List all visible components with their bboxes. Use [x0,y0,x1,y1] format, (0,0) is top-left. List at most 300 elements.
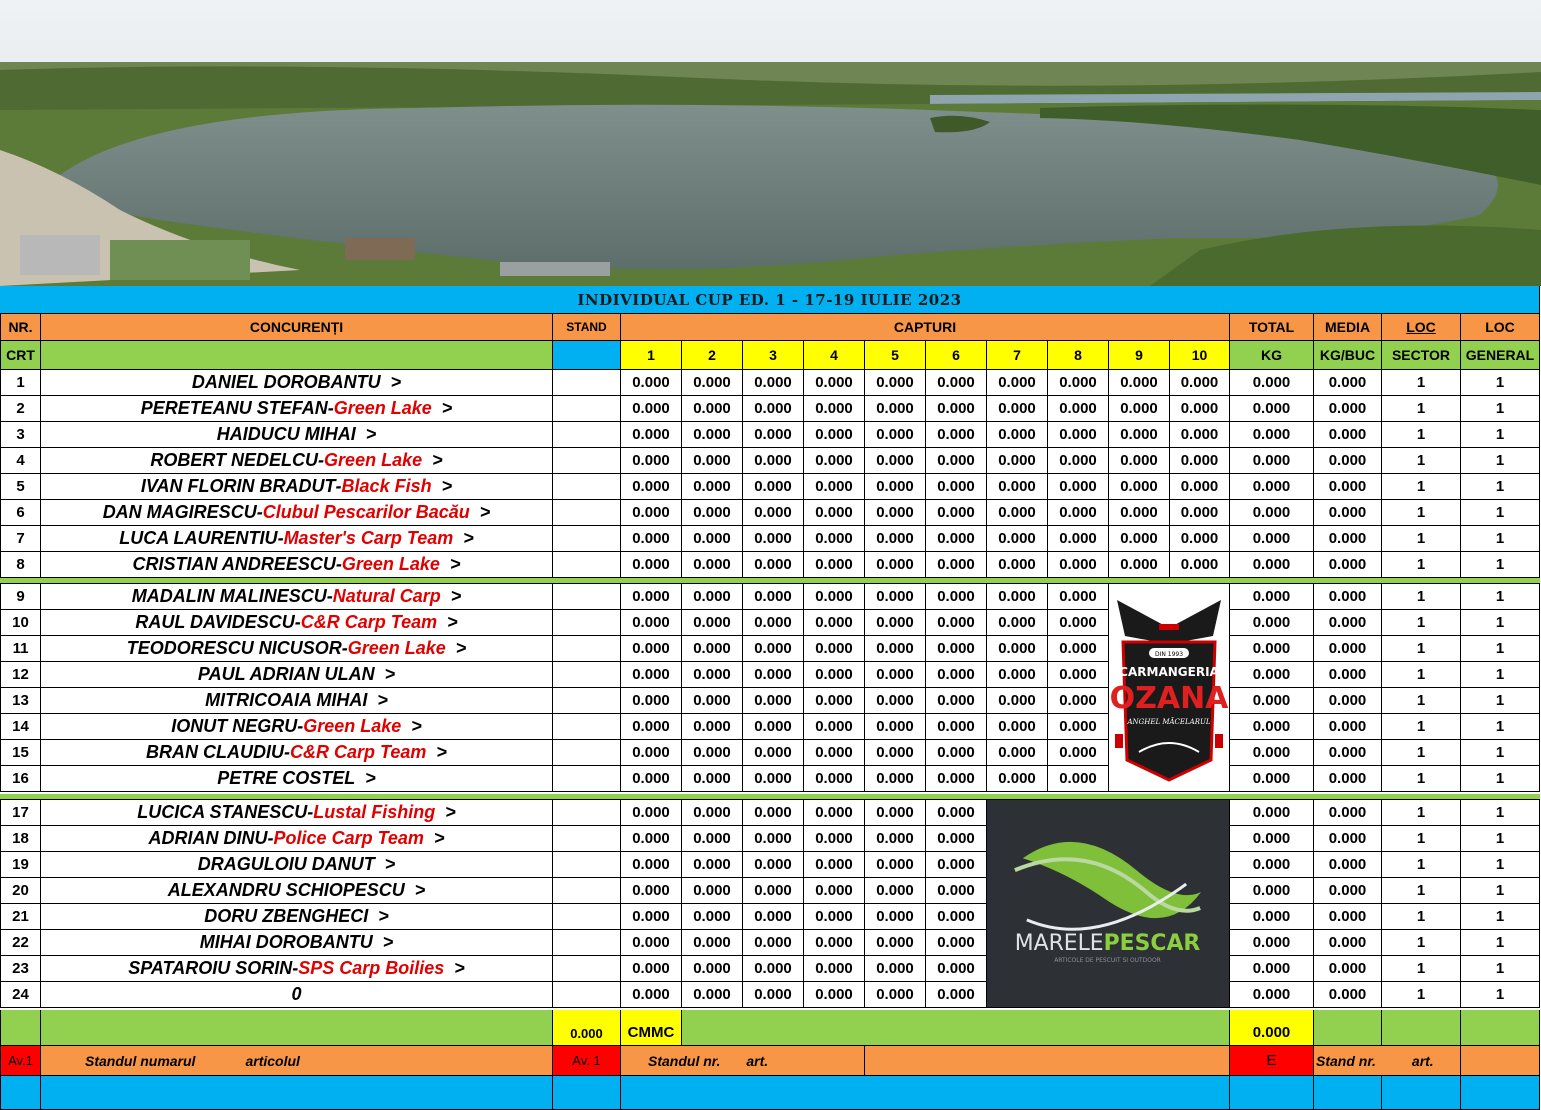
total-kg-value: 0.000 [1230,740,1314,766]
header-crt: CRT [0,341,41,370]
capture-value: 0.000 [926,982,987,1008]
media-value: 0.000 [1314,448,1382,474]
loc-general-value: 1 [1461,448,1540,474]
capture-value: 0.000 [865,526,926,552]
stand-cell [553,852,621,878]
art-label: art. [746,1052,769,1069]
row-number: 16 [0,766,41,792]
expand-arrow-icon: > [453,528,474,548]
header-capture-9: 9 [1109,341,1170,370]
capture-value: 0.000 [865,610,926,636]
loc-sector-value: 1 [1382,766,1461,792]
row-number: 15 [0,740,41,766]
loc-general-value: 1 [1461,740,1540,766]
loc-general-value: 1 [1461,526,1540,552]
total-kg-value: 0.000 [1230,474,1314,500]
capture-value: 0.000 [926,766,987,792]
carmangeria-text: CARMANGERIA [1119,664,1219,679]
est-text: DIN 1993 [1154,650,1184,658]
team-separator: - [256,502,263,522]
header-capture-1: 1 [621,341,682,370]
loc-general-value: 1 [1461,852,1540,878]
loc-general-value: 1 [1461,714,1540,740]
stand-cell [553,526,621,552]
competitor-name-cell [41,422,553,448]
row-number: 2 [0,396,41,422]
stand-cell [553,552,621,578]
competitor-name: DANIEL DOROBANTU [191,372,381,392]
header-media: MEDIA [1314,314,1382,341]
row-number: 14 [0,714,41,740]
row-number: 19 [0,852,41,878]
capture-value: 0.000 [987,636,1048,662]
row-number: 7 [0,526,41,552]
loc-sector-value: 1 [1382,396,1461,422]
capture-value: 0.000 [743,500,804,526]
capture-value: 0.000 [1048,662,1109,688]
capture-value: 0.000 [743,740,804,766]
footer-blank [1461,1010,1540,1046]
anghel-text: ANGHEL MĂCELARUL [1127,717,1211,726]
capture-value: 0.000 [1048,714,1109,740]
capture-value: 0.000 [865,474,926,500]
competitor-name-cell [41,396,553,422]
capture-value: 0.000 [1109,474,1170,500]
loc-sector-value: 1 [1382,904,1461,930]
capture-value: 0.000 [743,474,804,500]
capture-value: 0.000 [682,448,743,474]
capture-value: 0.000 [804,422,865,448]
total-kg-value: 0.000 [1230,500,1314,526]
header-capturi: CAPTURI [621,314,1230,341]
media-value: 0.000 [1314,766,1382,792]
capture-value: 0.000 [743,826,804,852]
marele-pescar-text: MARELEPESCAR [1014,930,1201,956]
stand-cell [553,662,621,688]
expand-arrow-icon: > [372,932,394,952]
stand-cell [553,714,621,740]
expand-arrow-icon: > [355,424,377,444]
capture-value: 0.000 [865,422,926,448]
capture-value: 0.000 [926,526,987,552]
capture-value: 0.000 [1048,766,1109,792]
capture-value: 0.000 [865,982,926,1008]
row-number: 9 [0,584,41,610]
capture-value: 0.000 [1170,396,1230,422]
cleaver-shield-icon [1109,584,1229,792]
loc-general-value: 1 [1461,500,1540,526]
capture-value: 0.000 [682,930,743,956]
stand-cell [553,740,621,766]
capture-value: 0.000 [743,904,804,930]
capture-value: 0.000 [682,982,743,1008]
capture-value: 0.000 [621,474,682,500]
media-value: 0.000 [1314,982,1382,1008]
team-name: Natural Carp [332,586,441,606]
capture-value: 0.000 [865,396,926,422]
team-separator: - [335,476,342,496]
competitor-name: LUCA LAURENTIU [119,528,278,548]
header-nr: NR. [0,314,41,341]
team-name: C&R Carp Team [300,612,438,632]
capture-value: 0.000 [987,610,1048,636]
marele-pescar-tagline: ARTICOLE DE PESCUIT SI OUTDOOR [1054,956,1161,964]
footer-blank [865,1046,1230,1076]
header-capture-3: 3 [743,341,804,370]
loc-general-value: 1 [1461,662,1540,688]
capture-value: 0.000 [987,370,1048,396]
capture-value: 0.000 [621,904,682,930]
capture-value: 0.000 [865,878,926,904]
team-name: Clubul Pescarilor Bacău [262,502,470,522]
competitor-name-cell [41,740,553,766]
capture-value: 0.000 [1048,500,1109,526]
loc-general-value: 1 [1461,422,1540,448]
loc-sector-value: 1 [1382,370,1461,396]
row-number: 23 [0,956,41,982]
capture-value: 0.000 [865,500,926,526]
expand-arrow-icon: > [404,880,426,900]
header-stand: STAND [553,314,621,341]
loc-sector-value: 1 [1382,636,1461,662]
capture-value: 0.000 [804,448,865,474]
total-kg-value: 0.000 [1230,688,1314,714]
capture-value: 0.000 [743,584,804,610]
competitor-name: PAUL ADRIAN ULAN [197,664,375,684]
results-table [0,286,1540,1110]
capture-value: 0.000 [926,370,987,396]
header-total: TOTAL [1230,314,1314,341]
competitor-name: DAN MAGIRESCU [102,502,257,522]
total-kg-value: 0.000 [1230,800,1314,826]
media-value: 0.000 [1314,526,1382,552]
competitor-name-cell [41,826,553,852]
capture-value: 0.000 [682,878,743,904]
cmmc-label: CMMC [621,1010,682,1046]
competitor-name: MADALIN MALINESCU [131,586,327,606]
competition-title: INDIVIDUAL CUP ED. 1 - 17-19 IULIE 2023 [0,286,1540,314]
standul-numarul-label: Standul numarul [85,1052,196,1069]
capture-value: 0.000 [987,500,1048,526]
header-sector: SECTOR [1382,341,1461,370]
capture-value: 0.000 [621,662,682,688]
capture-value: 0.000 [743,448,804,474]
expand-arrow-icon: > [444,958,465,978]
total-kg-value: 0.000 [1230,852,1314,878]
media-value: 0.000 [1314,552,1382,578]
standul-nr-cell [621,1046,865,1076]
media-value: 0.000 [1314,878,1382,904]
team-separator: - [326,586,333,606]
competitor-name: HAIDUCU MIHAI [216,424,356,444]
loc-general-value: 1 [1461,878,1540,904]
capture-value: 0.000 [1109,396,1170,422]
capture-value: 0.000 [743,930,804,956]
capture-value: 0.000 [926,396,987,422]
competitor-name: ALEXANDRU SCHIOPESCU [167,880,405,900]
capture-value: 0.000 [987,396,1048,422]
capture-value: 0.000 [987,422,1048,448]
capture-value: 0.000 [804,688,865,714]
capture-value: 0.000 [865,448,926,474]
capture-value: 0.000 [865,930,926,956]
capture-value: 0.000 [682,826,743,852]
team-separator: - [284,742,291,762]
row-number: 13 [0,688,41,714]
competitor-name-cell [41,636,553,662]
loc-general-value: 1 [1461,370,1540,396]
capture-value: 0.000 [926,610,987,636]
capture-value: 0.000 [682,636,743,662]
media-value: 0.000 [1314,904,1382,930]
loc-sector-value: 1 [1382,800,1461,826]
team-separator: - [292,958,299,978]
capture-value: 0.000 [987,448,1048,474]
loc-general-value: 1 [1461,636,1540,662]
footer-blank [621,1076,1230,1110]
team-separator: - [294,612,301,632]
loc-general-value: 1 [1461,552,1540,578]
total-kg-value: 0.000 [1230,956,1314,982]
loc-general-value: 1 [1461,688,1540,714]
footer-blank [1230,1076,1314,1110]
header-capture-5: 5 [865,341,926,370]
competitor-name: LUCICA STANESCU [137,802,308,822]
capture-value: 0.000 [865,636,926,662]
capture-value: 0.000 [743,662,804,688]
capture-value: 0.000 [1048,584,1109,610]
competitor-name-cell [41,930,553,956]
capture-value: 0.000 [682,396,743,422]
capture-value: 0.000 [865,714,926,740]
capture-value: 0.000 [1048,474,1109,500]
capture-value: 0.000 [865,688,926,714]
header-concurenti: CONCURENȚI [41,314,553,341]
team-separator: - [341,638,348,658]
row-number: 18 [0,826,41,852]
capture-value: 0.000 [621,740,682,766]
competitor-name: MIHAI DOROBANTU [199,932,373,952]
competitor-name: IVAN FLORIN BRADUT [140,476,336,496]
row-number: 22 [0,930,41,956]
capture-value: 0.000 [682,956,743,982]
footer-blank [1314,1076,1382,1110]
capture-value: 0.000 [865,852,926,878]
capture-value: 0.000 [682,766,743,792]
row-number: 10 [0,610,41,636]
footer-blank [553,1076,621,1110]
stand-cell [553,584,621,610]
loc-sector-value: 1 [1382,474,1461,500]
loc-sector-value: 1 [1382,956,1461,982]
competitor-name-cell [41,526,553,552]
capture-value: 0.000 [1048,688,1109,714]
footer-blank [1382,1076,1461,1110]
capture-value: 0.000 [682,500,743,526]
total-kg-value: 0.000 [1230,448,1314,474]
capture-value: 0.000 [865,826,926,852]
capture-value: 0.000 [1170,500,1230,526]
capture-value: 0.000 [987,662,1048,688]
loc-sector-value: 1 [1382,740,1461,766]
loc-general-value: 1 [1461,474,1540,500]
team-name: Green Lake [324,450,423,470]
capture-value: 0.000 [621,956,682,982]
capture-value: 0.000 [743,982,804,1008]
header-capture-8: 8 [1048,341,1109,370]
av1-label: Av.1 [0,1046,41,1076]
team-name: Green Lake [303,716,402,736]
capture-value: 0.000 [743,526,804,552]
capture-value: 0.000 [621,826,682,852]
capture-value: 0.000 [804,982,865,1008]
header-capture-2: 2 [682,341,743,370]
loc-sector-value: 1 [1382,610,1461,636]
media-value: 0.000 [1314,852,1382,878]
stand-cell [553,800,621,826]
capture-value: 0.000 [1048,552,1109,578]
row-number: 12 [0,662,41,688]
media-value: 0.000 [1314,740,1382,766]
capture-value: 0.000 [1048,636,1109,662]
media-value: 0.000 [1314,422,1382,448]
capture-value: 0.000 [743,766,804,792]
loc-general-value: 1 [1461,826,1540,852]
row-number: 20 [0,878,41,904]
loc-general-value: 1 [1461,982,1540,1008]
row-number: 11 [0,636,41,662]
total-kg-value: 0.000 [1230,422,1314,448]
loc-general-value: 1 [1461,904,1540,930]
capture-value: 0.000 [865,370,926,396]
capture-value: 0.000 [743,852,804,878]
capture-value: 0.000 [865,740,926,766]
row-number: 17 [0,800,41,826]
header-capture-6: 6 [926,341,987,370]
capture-value: 0.000 [1048,422,1109,448]
total-kg-value: 0.000 [1230,584,1314,610]
capture-value: 0.000 [926,878,987,904]
capture-value: 0.000 [865,956,926,982]
total-kg-value: 0.000 [1230,826,1314,852]
competitor-name: TEODORESCU NICUSOR [126,638,342,658]
expand-arrow-icon: > [355,768,376,788]
footer-blank [41,1076,553,1110]
stand-cell [553,688,621,714]
capture-value: 0.000 [1170,526,1230,552]
total-kg-value: 0.000 [1230,552,1314,578]
expand-arrow-icon: > [445,638,467,658]
capture-value: 0.000 [682,584,743,610]
loc-sector-value: 1 [1382,826,1461,852]
loc-sector-value: 1 [1382,852,1461,878]
competitor-name-cell [41,448,553,474]
stand-cell [553,982,621,1008]
competitor-name-cell [41,766,553,792]
stand-nr-label: Stand nr. [1316,1052,1376,1069]
loc-sector-value: 1 [1382,448,1461,474]
loc-general-value: 1 [1461,956,1540,982]
capture-value: 0.000 [1048,396,1109,422]
row-number: 5 [0,474,41,500]
team-name: SPS Carp Boilies [298,958,445,978]
competitor-name: ROBERT NEDELCU [150,450,319,470]
marele-pescar-logo [987,800,1230,1008]
total-kg-value: 0.000 [1230,396,1314,422]
loc-general-value: 1 [1461,800,1540,826]
total-kg-value: 0.000 [1230,982,1314,1008]
capture-value: 0.000 [987,688,1048,714]
media-value: 0.000 [1314,396,1382,422]
stand-cell [553,826,621,852]
capture-value: 0.000 [926,584,987,610]
competitor-name: 0 [291,984,302,1004]
team-name: Black Fish [341,476,432,496]
capture-value: 0.000 [926,714,987,740]
competitor-name-cell [41,584,553,610]
capture-value: 0.000 [926,688,987,714]
footer-blank [1382,1010,1461,1046]
capture-value: 0.000 [865,552,926,578]
header-general: GENERAL [1461,341,1540,370]
total-kg-value: 0.000 [1230,636,1314,662]
team-name: C&R Carp Team [290,742,427,762]
capture-value: 0.000 [743,636,804,662]
media-value: 0.000 [1314,474,1382,500]
capture-value: 0.000 [1048,448,1109,474]
competitor-name-cell [41,662,553,688]
capture-value: 0.000 [926,552,987,578]
competitor-name-cell [41,956,553,982]
capture-value: 0.000 [621,800,682,826]
capture-value: 0.000 [1048,370,1109,396]
expand-arrow-icon: > [367,690,388,710]
footer-blank [1461,1076,1540,1110]
competitor-name-cell [41,688,553,714]
capture-value: 0.000 [621,930,682,956]
capture-value: 0.000 [865,800,926,826]
capture-value: 0.000 [926,636,987,662]
row-number: 1 [0,370,41,396]
capture-value: 0.000 [804,396,865,422]
capture-value: 0.000 [926,662,987,688]
capture-value: 0.000 [743,714,804,740]
capture-value: 0.000 [1109,370,1170,396]
header-loc-sector: LOC [1382,314,1461,341]
competitor-name: CRISTIAN ANDREESCU [132,554,336,574]
stand-cell [553,904,621,930]
header-stand-blank [553,341,621,370]
capture-value: 0.000 [743,610,804,636]
stand-cell [553,370,621,396]
row-number: 24 [0,982,41,1008]
capture-value: 0.000 [621,422,682,448]
competitor-name-cell [41,904,553,930]
team-separator: - [307,802,314,822]
capture-value: 0.000 [743,878,804,904]
loc-sector-value: 1 [1382,500,1461,526]
capture-value: 0.000 [926,448,987,474]
capture-value: 0.000 [682,526,743,552]
loc-sector-value: 1 [1382,982,1461,1008]
capture-value: 0.000 [804,370,865,396]
capture-value: 0.000 [804,956,865,982]
capture-value: 0.000 [682,662,743,688]
expand-arrow-icon: > [368,906,389,926]
capture-value: 0.000 [987,584,1048,610]
capture-value: 0.000 [804,584,865,610]
team-name: Lustal Fishing [313,802,436,822]
